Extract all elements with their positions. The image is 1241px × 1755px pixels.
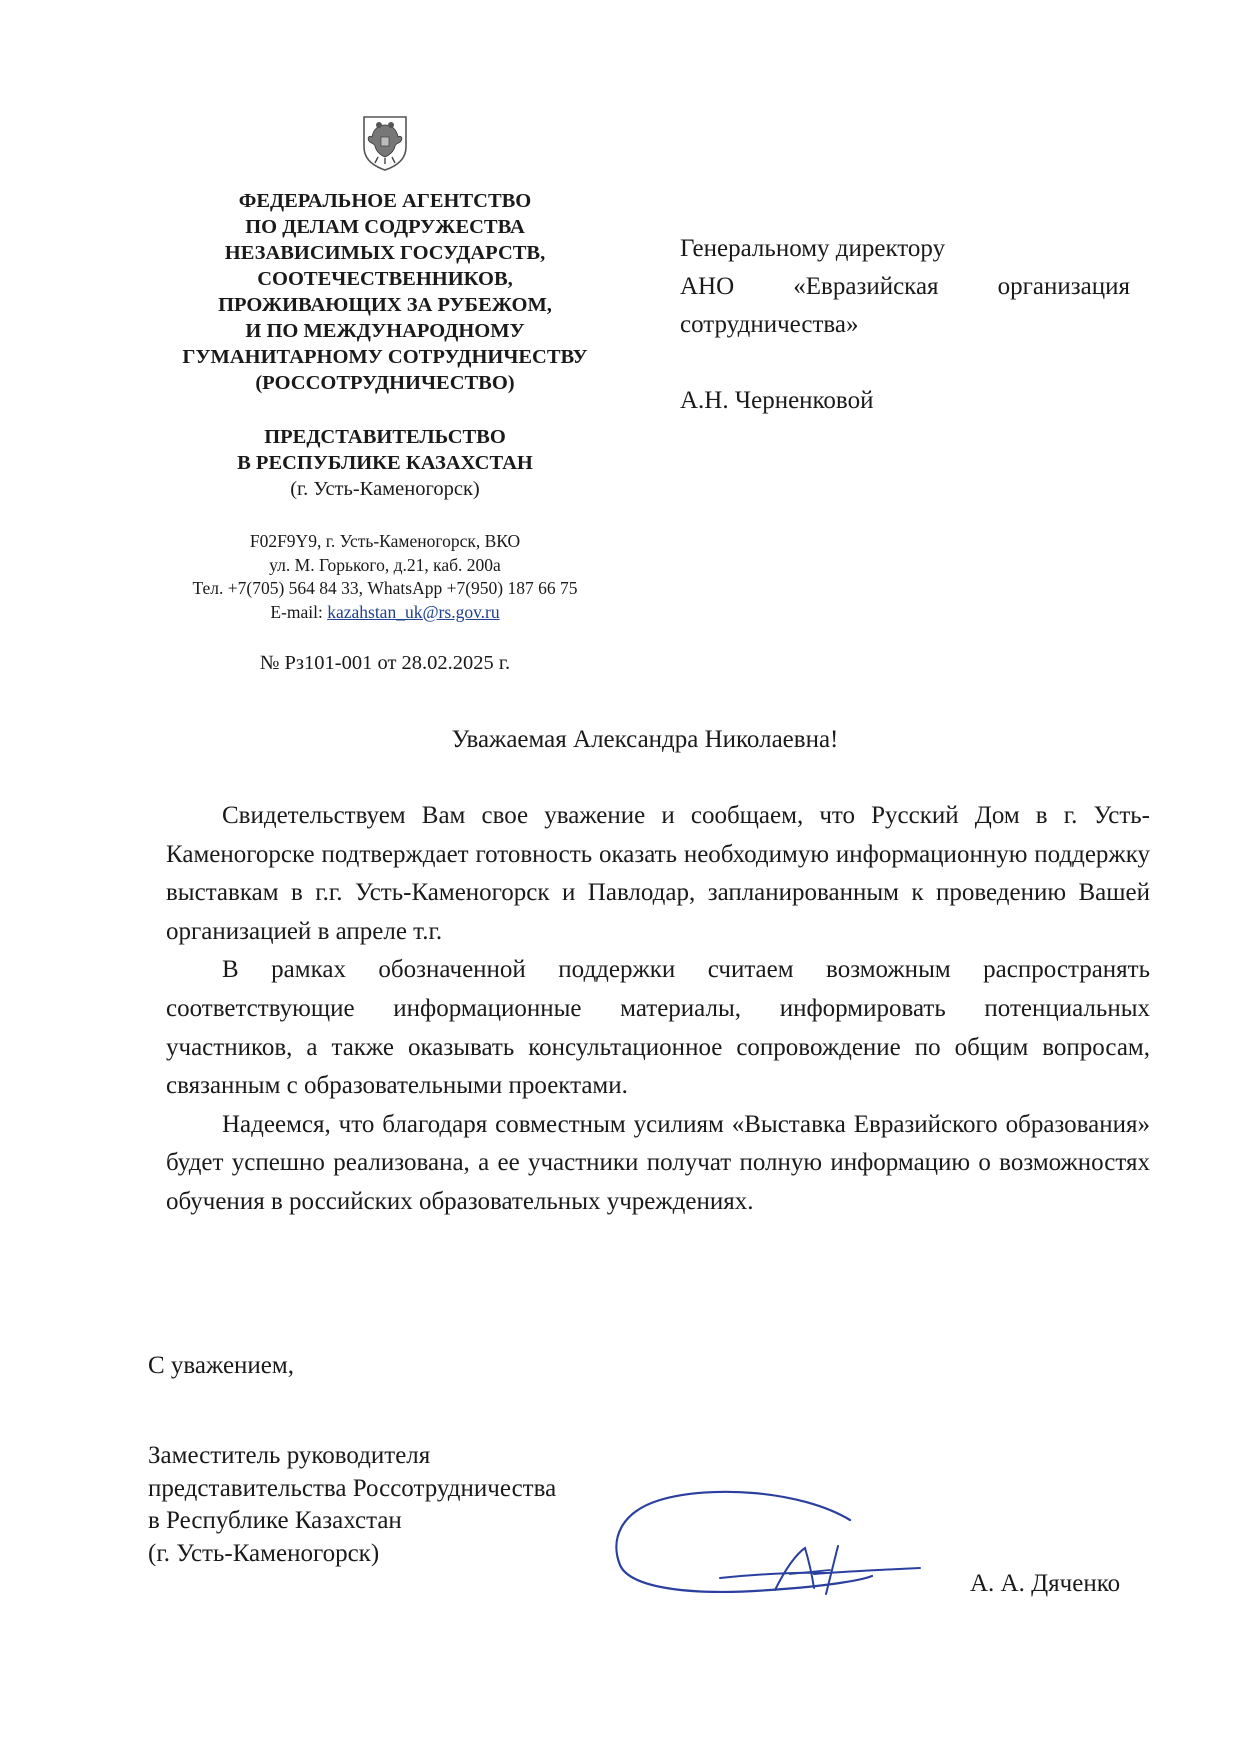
email-label: E-mail: [270, 601, 328, 622]
contact-block [140, 530, 630, 624]
agency-line: ГУМАНИТАРНОМУ СОТРУДНИЧЕСТВУ [182, 346, 588, 368]
body-paragraph: В рамках обозначенной поддержки считаем возможным распространять соответствующие информационные материалы, информировать потенциальных участников, а также оказывать консультационное сопровождение по общим вопросам, связанным с образовательными проектами. [166, 956, 1150, 1100]
agency-line: ФЕДЕРАЛЬНОЕ АГЕНТСТВО [238, 190, 532, 212]
signer-name: А. А. Дяченко [970, 1570, 1121, 1597]
addressee-word: организация [997, 273, 1130, 300]
agency-line: НЕЗАВИСИМЫХ ГОСУДАРСТВ, [224, 242, 546, 264]
addressee-word: АНО [680, 273, 735, 300]
closing-phrase: С уважением, [148, 1352, 294, 1379]
signer-title-line: Заместитель руководителя [148, 1442, 431, 1469]
signer-title-line: представительства Россотрудничества [148, 1474, 557, 1502]
registration-number: № Рз101-001 от 28.02.2025 г. [259, 652, 511, 674]
coat-of-arms-icon [358, 113, 412, 173]
letter-body [166, 797, 1150, 1222]
address-line: F02F9Y9, г. Усть-Каменогорск, ВКО [249, 531, 521, 551]
phone-line: Тел. +7(705) 564 84 33, WhatsApp +7(950) 187 66 75 [192, 578, 578, 598]
signer-title-line: (г. Усть-Каменогорск) [148, 1539, 380, 1567]
body-paragraph: Надеемся, что благодаря совместным усилиям «Выставка Евразийского образования» будет успешно реализована, а ее участники получат полную информацию о возможностях обучения в российских образовательных учреждениях. [166, 1110, 1150, 1215]
addressee-block [680, 230, 1130, 420]
signer-title-line: в Республике Казахстан [148, 1507, 402, 1534]
agency-line: ПО ДЕЛАМ СОДРУЖЕСТВА [245, 216, 525, 238]
signer-title [148, 1440, 556, 1570]
addressee-position: Генеральному директору [680, 235, 946, 262]
agency-name [140, 188, 630, 396]
email-link[interactable]: kazahstan_uk@rs.gov.ru [327, 601, 500, 622]
email-line [140, 601, 630, 625]
office-city: (г. Усть-Каменогорск) [290, 478, 480, 500]
addressee-organization-end: сотрудничества» [680, 311, 859, 338]
address-line: ул. М. Горького, д.21, каб. 200а [269, 554, 501, 575]
office-line: ПРЕДСТАВИТЕЛЬСТВО [264, 426, 506, 448]
agency-line: И ПО МЕЖДУНАРОДНОМУ [245, 320, 525, 342]
salutation: Уважаемая Александра Николаевна! [451, 726, 839, 753]
agency-line: (РОССОТРУДНИЧЕСТВО) [255, 372, 515, 394]
office-line: В РЕСПУБЛИКЕ КАЗАХСТАН [237, 452, 533, 474]
addressee-name: А.Н. Черненковой [680, 387, 874, 414]
office-name [140, 424, 630, 502]
body-paragraph: Свидетельствуем Вам свое уважение и сообщаем, что Русский Дом в г. Усть-Каменогорске подтверждает готовность оказать необходимую информационную поддержку выставкам в г.г. Усть-Каменогорск и Павлодар, запланированным к проведению Вашей организацией в апреле т.г. [166, 802, 1150, 945]
agency-line: СООТЕЧЕСТВЕННИКОВ, [257, 268, 513, 290]
addressee-word: «Евразийская [793, 273, 939, 300]
handwritten-signature [600, 1470, 930, 1600]
agency-line: ПРОЖИВАЮЩИХ ЗА РУБЕЖОМ, [218, 294, 552, 316]
addressee-organization [680, 268, 1130, 306]
